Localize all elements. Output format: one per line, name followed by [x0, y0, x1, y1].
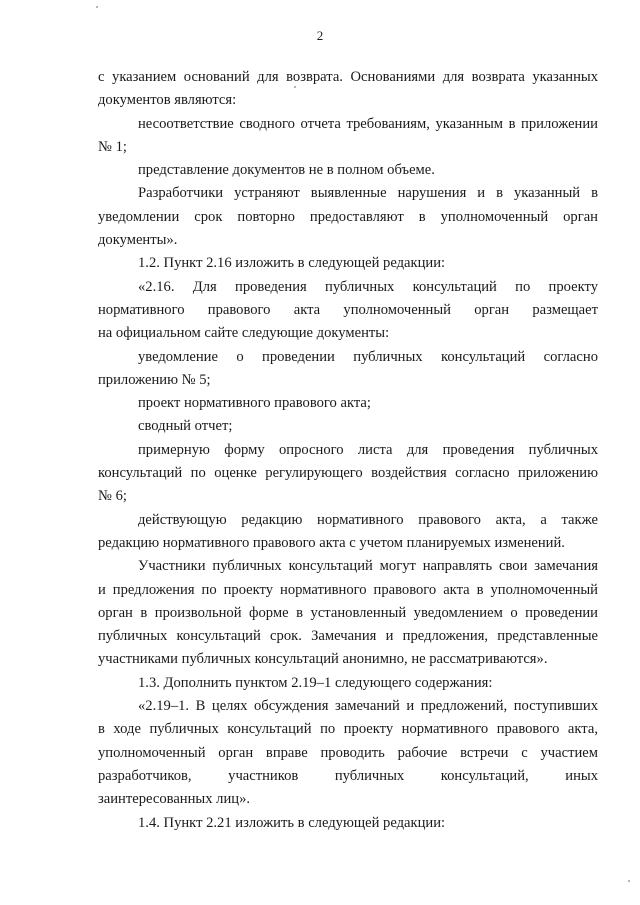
- scan-speck: [96, 6, 98, 8]
- text-line: документов являются:: [98, 92, 237, 109]
- text-line: № 1;: [98, 138, 127, 155]
- text-line: сводный отчет;: [138, 418, 233, 435]
- text-line: уполномоченный орган вправе проводить рабочие встречи с участием: [98, 744, 598, 761]
- text-line: на официальном сайте следующие документы:: [98, 325, 390, 342]
- text-line: проект нормативного правового акта;: [138, 395, 371, 412]
- text-line: консультаций по оценке регулирующего воздействия согласно приложению: [98, 465, 598, 482]
- text-line: орган в произвольной форме в установленный уведомлением о проведении: [98, 604, 598, 621]
- text-line: участниками публичных консультаций анонимно, не рассматриваются».: [98, 651, 548, 668]
- text-line: заинтересованных лиц».: [98, 791, 251, 808]
- text-line: уведомление о проведении публичных консультаций согласно: [138, 348, 598, 365]
- text-line: 1.2. Пункт 2.16 изложить в следующей редакции:: [138, 255, 446, 272]
- text-line: 1.4. Пункт 2.21 изложить в следующей редакции:: [138, 814, 446, 831]
- text-line: несоответствие сводного отчета требованиям, указанным в приложении: [138, 115, 598, 132]
- text-line: примерную форму опросного листа для проведения публичных: [138, 441, 598, 458]
- scan-speck: [628, 880, 630, 882]
- text-line: приложению № 5;: [98, 371, 211, 388]
- text-line: разработчиков, участников публичных консультаций, иных: [98, 767, 598, 784]
- text-line: 1.3. Дополнить пунктом 2.19–1 следующего содержания:: [138, 674, 493, 691]
- document-body: [98, 66, 598, 835]
- text-line: с указанием оснований для возврата. Основаниями для возврата указанных: [98, 69, 598, 85]
- page-number: 2: [316, 28, 324, 43]
- text-line: публичных консультаций срок. Замечания и предложения, представленные: [98, 628, 598, 645]
- text-line: № 6;: [98, 488, 127, 505]
- text-line: «2.19–1. В целях обсуждения замечаний и предложений, поступивших: [138, 698, 598, 715]
- text-line: действующую редакцию нормативного правового акта, а также: [138, 511, 598, 528]
- text-line: Разработчики устраняют выявленные нарушения и в указанный в: [138, 185, 598, 202]
- text-line: нормативного правового акта уполномоченный орган размещает: [98, 301, 598, 318]
- text-line: уведомлении срок повторно предоставляют в уполномоченный орган: [98, 208, 598, 225]
- text-line: представление документов не в полном объеме.: [138, 162, 435, 179]
- text-line: в ходе публичных консультаций по проекту нормативного правового акта,: [98, 721, 598, 738]
- text-line: документы».: [98, 232, 178, 249]
- text-line: редакцию нормативного правового акта с учетом планируемых изменений.: [98, 534, 565, 551]
- text-line: и предложения по проекту нормативного правового акта в уполномоченный: [98, 581, 598, 598]
- text-line: «2.16. Для проведения публичных консультаций по проекту: [138, 278, 598, 295]
- text-line: Участники публичных консультаций могут направлять свои замечания: [138, 558, 598, 575]
